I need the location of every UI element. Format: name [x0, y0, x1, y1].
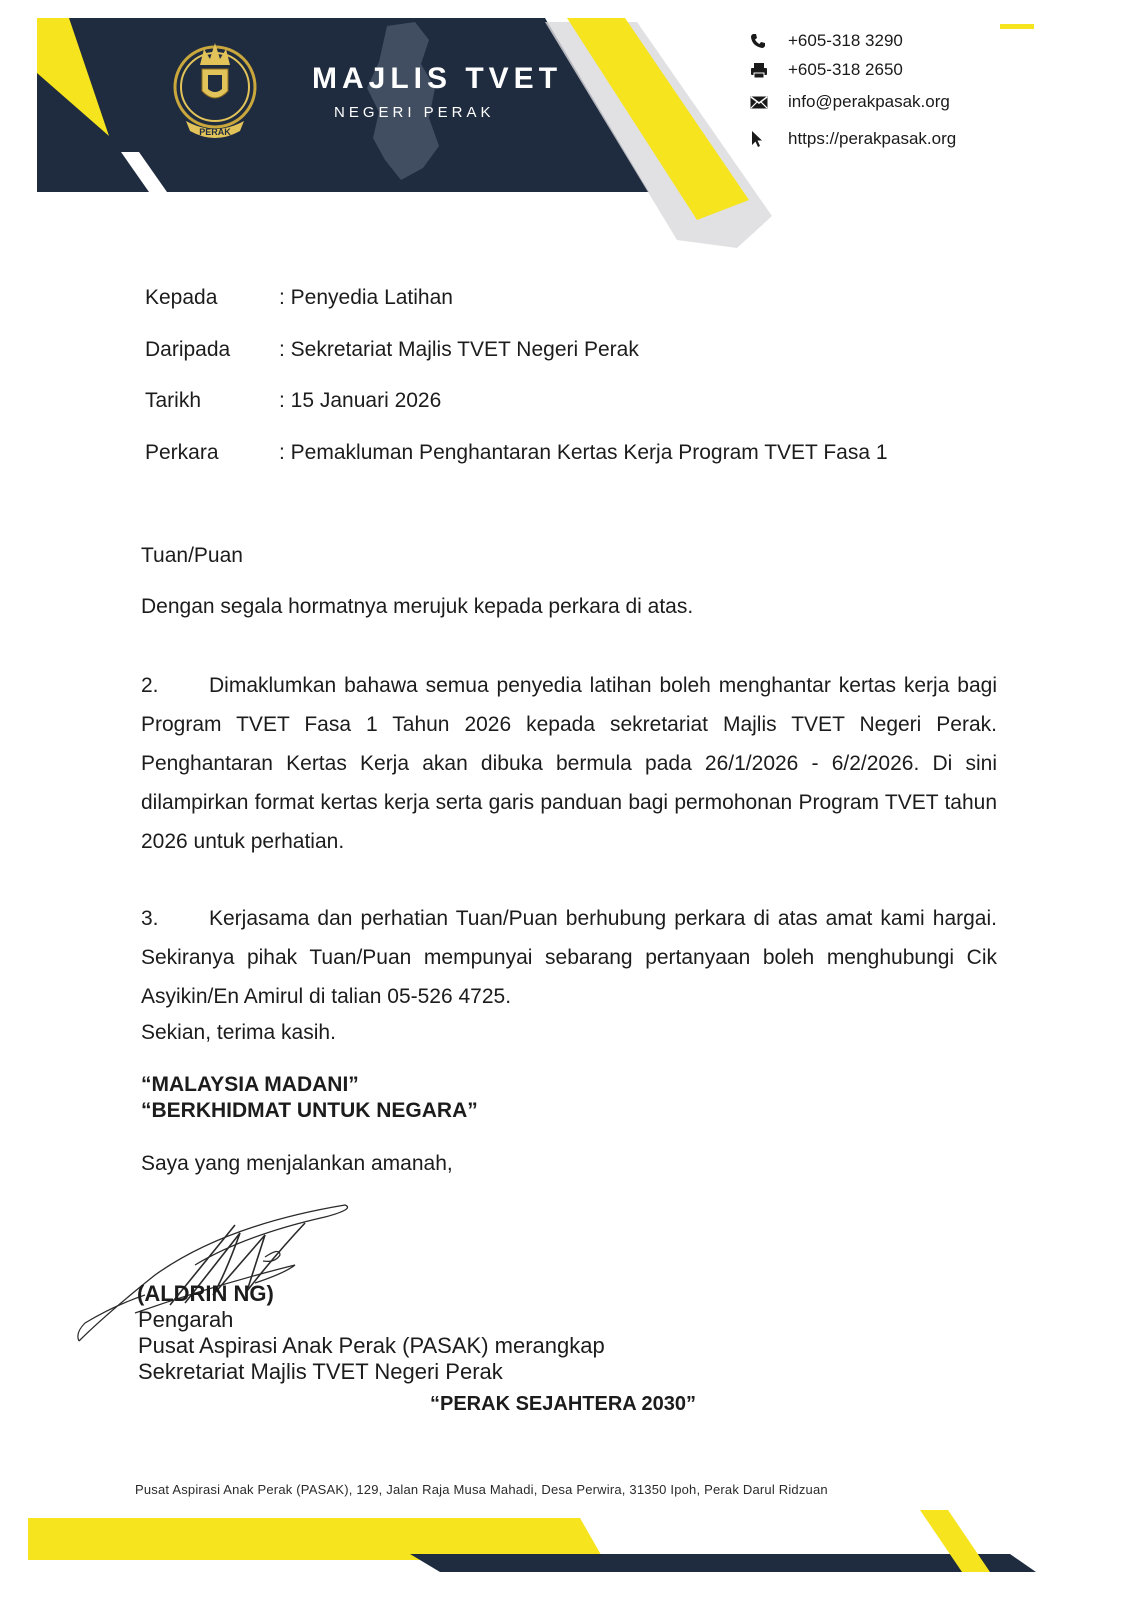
field-label-tarikh: Tarikh: [145, 389, 202, 412]
contact-phone: [750, 29, 903, 53]
header-banner: [37, 18, 797, 248]
phone-number: +605-318 3290: [788, 31, 903, 50]
footer-address: Pusat Aspirasi Anak Perak (PASAK), 129, Jalan Raja Musa Mahadi, Desa Perwira, 31350 Ipoh, Perak Darul Ridzuan: [135, 1482, 828, 1497]
slogan-perak-sejahtera: “PERAK SEJAHTERA 2030”: [430, 1393, 697, 1415]
website-url: https://perakpasak.org: [788, 129, 957, 148]
phone-icon: [750, 31, 776, 51]
perak-crest-logo: [172, 25, 258, 150]
fax-number: +605-318 2650: [788, 60, 903, 79]
field-label-daripada: Daripada: [145, 338, 231, 361]
slogan-malaysia-madani: “MALAYSIA MADANI”: [141, 1073, 359, 1096]
organization-title: MAJLIS TVET: [312, 62, 563, 95]
slogan-berkhidmat: “BERKHIDMAT UNTUK NEGARA”: [141, 1099, 478, 1122]
field-value-tarikh: : 15 Januari 2026: [279, 389, 442, 412]
organization-subtitle: NEGERI PERAK: [334, 104, 495, 121]
decorative-dash: [1000, 24, 1034, 29]
field-label-perkara: Perkara: [145, 441, 219, 464]
paragraph-3-number: 3.: [141, 907, 159, 930]
paragraph-3: [141, 899, 997, 1016]
signer-name: (ALDRIN NG): [137, 1281, 274, 1306]
fax-icon: [750, 60, 776, 80]
closing-line: Sekian, terima kasih.: [141, 1021, 336, 1044]
paragraph-2-text: Dimaklumkan bahawa semua penyedia latihan boleh menghantar kertas kerja bagi Program TVET Fasa 1 Tahun 2026 kepada sekretariat Majlis TVET Negeri Perak. Penghantaran Kertas Kerja akan dibuka bermula pada 26/1/2026 - 6/2/2026. Di sini dilampirkan format kertas kerja serta garis panduan bagi permohonan Program TVET tahun 2026 untuk perhatian.: [141, 674, 997, 853]
field-value-daripada: : Sekretariat Majlis TVET Negeri Perak: [279, 338, 639, 361]
contact-email: [750, 90, 950, 114]
email-address: info@perakpasak.org: [788, 92, 950, 111]
cursor-icon: [750, 129, 776, 149]
paragraph-3-text: Kerjasama dan perhatian Tuan/Puan berhubung perkara di atas amat kami hargai. Sekiranya pihak Tuan/Puan mempunyai sebarang pertanyaan boleh menghubungi Cik Asyikin/En Amirul di talian 05-526 4725.: [141, 907, 997, 1008]
field-value-perkara: : Pemakluman Penghantaran Kertas Kerja Program TVET Fasa 1: [279, 441, 888, 464]
signer-organization-1: Pusat Aspirasi Anak Perak (PASAK) merangkap: [138, 1333, 605, 1358]
field-value-kepada: : Penyedia Latihan: [279, 286, 453, 309]
intro-paragraph: Dengan segala hormatnya merujuk kepada perkara di atas.: [141, 595, 694, 618]
contact-fax: [750, 58, 903, 82]
field-label-kepada: Kepada: [145, 286, 218, 309]
contact-website: [750, 127, 956, 151]
paragraph-2: [141, 666, 997, 861]
sign-intro: Saya yang menjalankan amanah,: [141, 1152, 453, 1175]
paragraph-2-number: 2.: [141, 674, 159, 697]
mail-icon: [750, 92, 776, 112]
signer-title: Pengarah: [138, 1307, 234, 1332]
crest-label: PERAK: [199, 127, 231, 137]
signer-organization-2: Sekretariat Majlis TVET Negeri Perak: [138, 1359, 503, 1384]
salutation: Tuan/Puan: [141, 544, 243, 567]
footer-banner: [0, 1510, 1131, 1585]
